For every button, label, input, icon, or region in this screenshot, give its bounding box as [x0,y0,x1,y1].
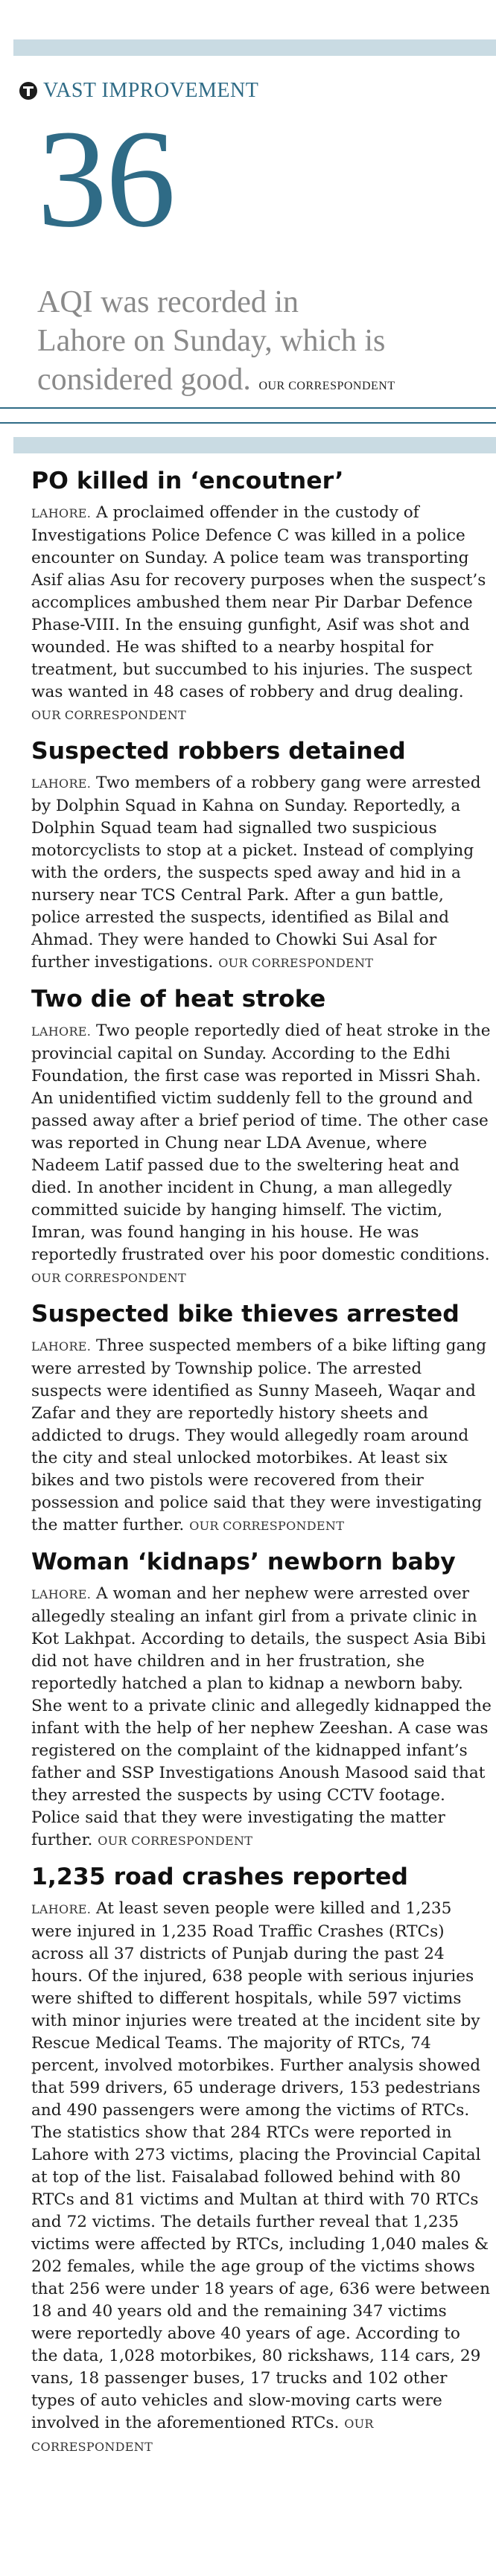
article-body [31,1020,492,1289]
vast-improvement-label: VAST IMPROVEMENT [43,79,259,102]
article-headline: PO killed in ‘encoutner’ [31,468,344,494]
article-headline: Suspected bike thieves arrested [31,1301,460,1327]
aqi-statement [37,283,484,406]
article-correspondent: OUR CORRESPONDENT [31,708,186,722]
news-briefs [31,464,492,2466]
article-body [31,1898,492,2458]
article-dateline: LAHORE. [31,1024,92,1039]
article-correspondent: OUR CORRESPONDENT [31,2417,374,2454]
article-newborn-kidnap [31,1545,492,1852]
article-body [31,502,492,727]
article-correspondent: OUR CORRESPONDENT [189,1519,345,1533]
top-color-band [13,39,496,56]
aqi-number: 36 [37,101,174,256]
article-correspondent: OUR CORRESPONDENT [31,1271,186,1285]
article-dateline: LAHORE. [31,506,92,520]
aqi-statement-text: AQI was recorded in Lahore on Sunday, which is considered good. [37,285,386,397]
article-body [31,1335,492,1537]
article-text: A woman and her nephew were arrested over allegedly stealing an infant girl from a private clinic in Kot Lakhpat. According to details, the suspect Asia Bibi did not have children and in her frustration, she reportedly hatched a plan to kidnap a newborn baby. She went to a private clinic and allegedly kidnapped the infant with the help of her nephew Zeeshan. A case was registered on the complaint of the kidnapped infant’s father and SSP Investigations Anoush Masood said that they arrested the suspects by using CCTV footage. Police said that they were investigating the matter further. [31,1584,492,1849]
article-text: At least seven people were killed and 1,235 were injured in 1,235 Road Traffic Crashes (RTCs) across all 37 districts of Punjab during the past 24 hours. Of the injured, 638 people with serious injuries were shifted to different hospitals, while 597 victims with minor injuries were treated at the incident site by Rescue Medical Teams. The majority of RTCs, 74 percent, involved motorbikes. Further analysis showed that 599 drivers, 65 underage drivers, 153 pedestrians and 490 passengers were among the victims of RTCs. The statistics show that 284 RTCs were reported in Lahore with 273 victims, placing the Provincial Capital at top of the list. Faisalabad followed behind with 80 RTCs and 81 victims and Multan at third with 70 RTCs and 72 victims. The details further reveal that 1,235 victims were affected by RTCs, including 1,040 males & 202 females, while the age group of the victims shows that 256 were under 18 years of age, 636 were between 18 and 40 years old and the remaining 347 victims were reportedly above 40 years of age. According to the data, 1,028 motorbikes, 80 rickshaws, 114 cars, 29 vans, 18 passenger buses, 17 trucks and 102 other types of auto vehicles and slow-moving carts were involved in the aforementioned RTCs. [31,1899,490,2432]
article-correspondent: OUR CORRESPONDENT [218,956,374,970]
article-dateline: LAHORE. [31,1339,92,1354]
article-correspondent: OUR CORRESPONDENT [98,1834,253,1848]
article-robbers-detained [31,734,492,975]
article-text: Two people reportedly died of heat stroke in the provincial capital on Sunday. According to the Edhi Foundation, the first case was reported in Missri Shah. An unidentified victim suddenly fell to the ground and passed away after a brief period of time. The other case was reported in Chung near LDA Avenue, where Nadeem Latif passed due to the sweltering heat and died. In another incident in Chung, a man allegedly committed suicide by hanging himself. The victim, Imran, was found hanging in his house. He was reportedly frustrated over his poor domestic conditions. [31,1021,491,1264]
divider-line-2 [0,422,496,424]
article-po-killed [31,464,492,727]
article-text: A proclaimed offender in the custody of Investigations Police Defence C was killed in a police encounter on Sunday. A police team was transporting Asif alias Asu for recovery purposes when the suspect’s accomplices ambushed them near Pir Darbar Defence Phase-VIII. In the ensuing gunfight, Asif was shot and wounded. He was shifted to a nearby hospital for treatment, but succumbed to his injuries. The suspect was wanted in 48 cases of robbery and drug dealing. [31,503,486,701]
article-body [31,1583,492,1852]
article-dateline: LAHORE. [31,1902,92,1916]
article-body [31,772,492,975]
article-text: Three suspected members of a bike lifting gang were arrested by Township police. The arrested suspects were identified as Sunny Maseeh, Waqar and Zafar and they are reportedly history sheets and addicted to drugs. They would allegedly roam around the city and steal unlocked motorbikes. At least six bikes and two pistols were recovered from their possession and police said that they were investigating the matter further. [31,1336,487,1534]
article-text: Two members of a robbery gang were arrested by Dolphin Squad in Kahna on Sunday. Reportedly, a Dolphin Squad team had signalled two suspicious motorcyclists to stop at a picket. Instead of complying with the orders, the suspects sped away and hid in a nursery near TCS Central Park. After a gun battle, police arrested the suspects, identified as Bilal and Ahmad. They were handed to Chowki Sui Asal for further investigations. [31,774,481,972]
article-dateline: LAHORE. [31,777,92,791]
divider-line-1 [0,407,496,409]
article-headline: Woman ‘kidnaps’ newborn baby [31,1549,456,1575]
article-dateline: LAHORE. [31,1587,92,1601]
aqi-correspondent: OUR CORRESPONDENT [258,380,395,392]
article-headline: Suspected robbers detained [31,738,406,765]
article-headline: Two die of heat stroke [31,986,326,1013]
vast-improvement-header [19,79,258,103]
mid-color-band [13,437,496,453]
article-road-crashes [31,1860,492,2458]
tribune-logo-icon [19,82,37,100]
article-heat-stroke [31,982,492,1289]
article-headline: 1,235 road crashes reported [31,1864,408,1890]
article-bike-thieves [31,1297,492,1537]
